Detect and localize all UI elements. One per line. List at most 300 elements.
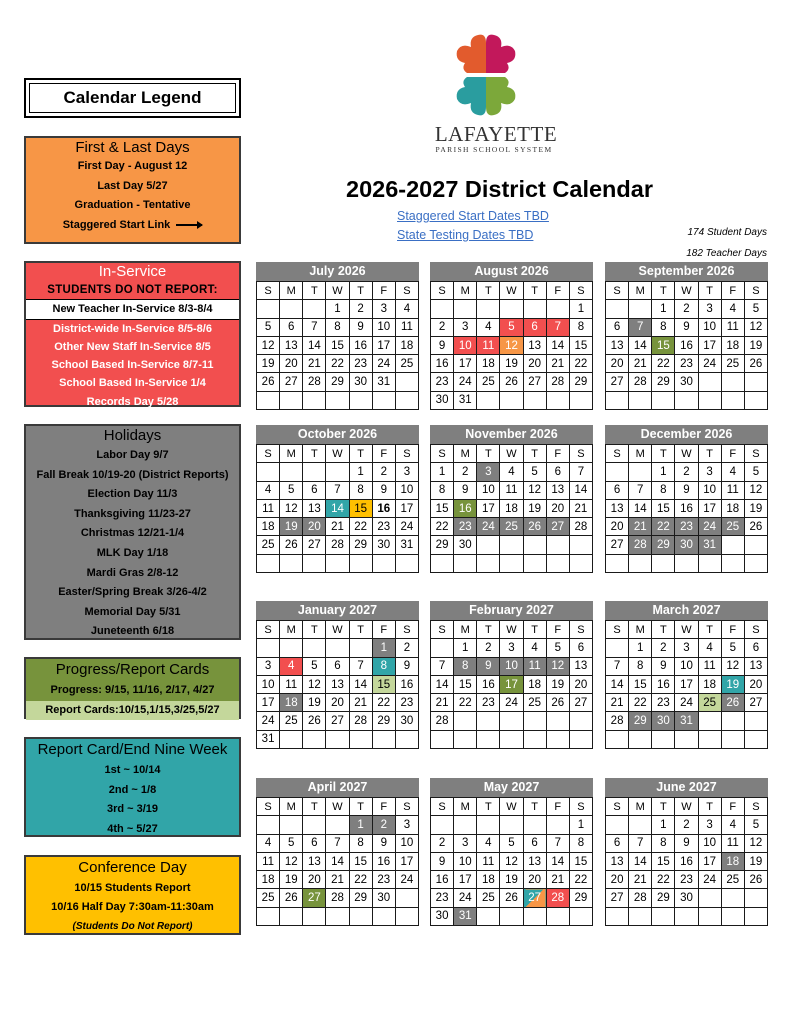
day-cell — [606, 730, 629, 748]
day-cell: 6 — [546, 463, 569, 481]
weekday-label: S — [395, 621, 418, 639]
day-cell — [303, 816, 326, 834]
day-cell: 15 — [652, 336, 675, 354]
day-cell: 4 — [257, 481, 280, 499]
day-cell: 1 — [372, 639, 395, 657]
day-cell: 13 — [303, 499, 326, 517]
day-cell: 30 — [675, 889, 698, 907]
day-cell: 18 — [257, 871, 280, 889]
day-cell: 29 — [431, 536, 454, 554]
weekday-label: S — [257, 621, 280, 639]
day-cell: 5 — [744, 300, 767, 318]
day-cell: 14 — [629, 336, 652, 354]
day-cell: 26 — [523, 518, 546, 536]
day-cell — [744, 907, 767, 925]
month-calendar — [256, 425, 419, 573]
day-cell — [257, 300, 280, 318]
month-calendar — [256, 262, 419, 410]
day-cell: 20 — [744, 675, 767, 693]
student-days-count: 174 Student Days — [687, 227, 767, 238]
day-cell: 25 — [721, 518, 744, 536]
weekday-label: F — [721, 445, 744, 463]
day-cell: 13 — [546, 481, 569, 499]
day-cell: 26 — [257, 373, 280, 391]
day-cell: 1 — [326, 300, 349, 318]
day-cell: 23 — [349, 355, 372, 373]
day-cell: 27 — [303, 889, 326, 907]
weekday-label: T — [523, 445, 546, 463]
day-cell: 9 — [372, 481, 395, 499]
day-cell: 11 — [280, 675, 303, 693]
day-cell: 22 — [454, 694, 477, 712]
day-cell: 30 — [372, 889, 395, 907]
day-cell — [698, 907, 721, 925]
weekday-label: M — [280, 621, 303, 639]
day-cell: 11 — [395, 318, 418, 336]
weekday-label: M — [454, 282, 477, 300]
day-cell — [454, 730, 477, 748]
day-cell — [675, 907, 698, 925]
day-cell: 26 — [500, 373, 523, 391]
day-cell — [431, 300, 454, 318]
weekday-label: S — [257, 798, 280, 816]
month-calendar — [256, 778, 419, 926]
legend-first-last-days — [24, 136, 241, 244]
weekday-label: S — [395, 798, 418, 816]
day-cell: 27 — [744, 694, 767, 712]
day-cell — [606, 816, 629, 834]
day-cell — [477, 391, 500, 409]
day-cell: 31 — [257, 730, 280, 748]
day-cell: 14 — [326, 499, 349, 517]
day-cell: 13 — [744, 657, 767, 675]
day-cell: 24 — [675, 694, 698, 712]
day-cell: 18 — [698, 675, 721, 693]
legend-in-service — [24, 261, 241, 407]
day-cell: 28 — [629, 536, 652, 554]
day-cell: 3 — [500, 639, 523, 657]
day-cell: 25 — [721, 355, 744, 373]
teacher-days-count: 182 Teacher Days — [686, 248, 767, 259]
page-title: 2026-2027 District Calendar — [346, 176, 653, 202]
day-cell: 13 — [606, 852, 629, 870]
weekday-label: S — [606, 798, 629, 816]
day-cell: 12 — [546, 657, 569, 675]
day-cell: 6 — [606, 834, 629, 852]
day-cell — [721, 554, 744, 572]
day-cell: 29 — [629, 712, 652, 730]
day-cell — [675, 391, 698, 409]
legend-line: Christmas 12/21-1/4 — [80, 527, 185, 540]
day-cell: 27 — [523, 889, 546, 907]
day-cell — [606, 300, 629, 318]
day-cell: 19 — [523, 499, 546, 517]
weekday-label: S — [257, 282, 280, 300]
day-cell: 30 — [454, 536, 477, 554]
day-cell — [606, 391, 629, 409]
day-cell: 23 — [431, 889, 454, 907]
day-cell — [395, 889, 418, 907]
day-cell: 1 — [652, 816, 675, 834]
day-cell: 2 — [372, 463, 395, 481]
day-cell — [523, 536, 546, 554]
day-cell: 31 — [454, 391, 477, 409]
day-cell: 2 — [431, 318, 454, 336]
day-cell: 15 — [326, 336, 349, 354]
weekday-label: T — [477, 621, 500, 639]
day-cell: 6 — [606, 481, 629, 499]
day-cell — [744, 554, 767, 572]
day-cell: 20 — [303, 871, 326, 889]
day-cell — [280, 554, 303, 572]
weekday-label: M — [454, 445, 477, 463]
day-cell: 26 — [721, 694, 744, 712]
day-cell: 20 — [546, 499, 569, 517]
day-cell — [477, 300, 500, 318]
month-calendar — [605, 425, 768, 573]
day-cell: 13 — [523, 852, 546, 870]
legend-line: School Based In-Service 8/7-11 — [51, 359, 214, 372]
day-cell: 4 — [721, 463, 744, 481]
day-cell — [280, 816, 303, 834]
day-cell: 5 — [546, 639, 569, 657]
legend-line: Progress: 9/15, 11/16, 2/17, 4/27 — [50, 684, 215, 696]
day-cell: 14 — [349, 675, 372, 693]
day-cell: 7 — [326, 481, 349, 499]
day-cell: 12 — [280, 852, 303, 870]
day-cell: 6 — [326, 657, 349, 675]
day-cell: 8 — [349, 481, 372, 499]
weekday-label: F — [372, 445, 395, 463]
day-cell: 16 — [675, 499, 698, 517]
weekday-label: S — [606, 282, 629, 300]
calendar-legend-title: Calendar Legend — [24, 78, 241, 118]
day-cell: 19 — [721, 675, 744, 693]
day-cell: 7 — [431, 657, 454, 675]
day-cell: 19 — [744, 499, 767, 517]
day-cell: 8 — [652, 318, 675, 336]
day-cell: 30 — [652, 712, 675, 730]
day-cell: 23 — [675, 355, 698, 373]
day-cell: 17 — [500, 675, 523, 693]
day-cell: 22 — [349, 871, 372, 889]
weekday-label: S — [431, 798, 454, 816]
month-calendar — [430, 778, 593, 926]
day-cell: 2 — [431, 834, 454, 852]
day-cell — [721, 373, 744, 391]
day-cell — [477, 712, 500, 730]
day-cell: 24 — [372, 355, 395, 373]
day-cell — [454, 300, 477, 318]
day-cell: 1 — [652, 300, 675, 318]
day-cell: 29 — [569, 889, 592, 907]
day-cell — [500, 712, 523, 730]
day-cell: 25 — [721, 871, 744, 889]
day-cell: 21 — [431, 694, 454, 712]
day-cell — [606, 463, 629, 481]
day-cell: 18 — [500, 499, 523, 517]
day-cell: 31 — [675, 712, 698, 730]
day-cell: 6 — [606, 318, 629, 336]
weekday-label: M — [629, 445, 652, 463]
day-cell: 25 — [698, 694, 721, 712]
day-cell: 18 — [523, 675, 546, 693]
month-header: August 2026 — [430, 262, 593, 281]
day-cell: 26 — [500, 889, 523, 907]
weekday-label: M — [280, 282, 303, 300]
legend-line: Fall Break 10/19-20 (District Reports) — [36, 468, 229, 481]
day-cell: 2 — [395, 639, 418, 657]
day-cell: 3 — [395, 816, 418, 834]
quatrefoil-logo-icon — [447, 33, 525, 117]
day-cell: 20 — [303, 518, 326, 536]
legend-heading: Conference Day — [78, 859, 187, 876]
day-cell: 15 — [652, 499, 675, 517]
day-cell: 28 — [629, 889, 652, 907]
day-cell — [326, 554, 349, 572]
weekday-label: S — [744, 798, 767, 816]
weekday-label: T — [698, 445, 721, 463]
day-cell — [546, 730, 569, 748]
day-cell — [257, 639, 280, 657]
day-cell: 31 — [395, 536, 418, 554]
day-cell: 22 — [431, 518, 454, 536]
day-cell: 18 — [395, 336, 418, 354]
legend-heading: Report Card/End Nine Week — [37, 741, 228, 758]
legend-line: Last Day 5/27 — [97, 179, 168, 192]
day-cell — [606, 554, 629, 572]
day-cell: 7 — [326, 834, 349, 852]
legend-report-card-end-nine-week — [24, 737, 241, 837]
day-cell — [606, 639, 629, 657]
month-header: September 2026 — [605, 262, 768, 281]
day-cell — [303, 639, 326, 657]
day-cell: 8 — [372, 657, 395, 675]
legend-line: Easter/Spring Break 3/26-4/2 — [58, 586, 207, 599]
day-cell: 8 — [349, 834, 372, 852]
day-cell: 20 — [280, 355, 303, 373]
day-cell — [477, 554, 500, 572]
day-cell: 27 — [546, 518, 569, 536]
day-cell: 27 — [569, 694, 592, 712]
day-cell: 11 — [477, 336, 500, 354]
legend-line: First Day - August 12 — [77, 160, 188, 172]
state-testing-dates-link[interactable]: State Testing Dates TBD — [397, 228, 534, 242]
weekday-label: W — [500, 621, 523, 639]
month-calendar — [430, 601, 593, 749]
day-cell — [372, 907, 395, 925]
weekday-label: T — [523, 798, 546, 816]
day-cell: 14 — [546, 852, 569, 870]
day-cell: 21 — [349, 694, 372, 712]
month-header: June 2027 — [605, 778, 768, 797]
weekday-label: F — [546, 282, 569, 300]
weekday-label: M — [629, 282, 652, 300]
day-cell — [629, 554, 652, 572]
weekday-label: S — [257, 445, 280, 463]
day-cell: 8 — [569, 834, 592, 852]
day-cell: 21 — [629, 518, 652, 536]
day-cell: 15 — [454, 675, 477, 693]
day-cell: 18 — [477, 871, 500, 889]
weekday-label: T — [349, 445, 372, 463]
day-cell — [395, 373, 418, 391]
day-cell — [395, 907, 418, 925]
legend-line: New Teacher In-Service 8/3-8/4 — [26, 299, 239, 319]
day-cell: 20 — [569, 675, 592, 693]
day-cell: 28 — [431, 712, 454, 730]
day-cell: 7 — [546, 318, 569, 336]
day-cell — [546, 712, 569, 730]
day-cell: 2 — [675, 300, 698, 318]
day-cell — [652, 730, 675, 748]
day-cell — [698, 730, 721, 748]
day-cell — [326, 730, 349, 748]
day-cell: 23 — [395, 694, 418, 712]
day-cell: 28 — [569, 518, 592, 536]
day-cell: 10 — [477, 481, 500, 499]
day-cell — [395, 730, 418, 748]
day-cell — [546, 907, 569, 925]
day-cell: 9 — [349, 318, 372, 336]
day-cell: 9 — [477, 657, 500, 675]
day-cell: 17 — [372, 336, 395, 354]
day-cell: 5 — [523, 463, 546, 481]
day-cell: 19 — [500, 871, 523, 889]
day-cell: 23 — [431, 373, 454, 391]
day-cell: 20 — [326, 694, 349, 712]
day-cell: 17 — [698, 336, 721, 354]
day-cell: 18 — [721, 499, 744, 517]
day-cell: 21 — [303, 355, 326, 373]
day-cell: 20 — [606, 518, 629, 536]
day-cell: 7 — [606, 657, 629, 675]
day-cell — [698, 554, 721, 572]
day-cell: 3 — [698, 816, 721, 834]
day-cell: 24 — [698, 871, 721, 889]
day-cell: 2 — [372, 816, 395, 834]
day-cell: 10 — [257, 675, 280, 693]
weekday-label: W — [675, 445, 698, 463]
day-cell: 5 — [280, 481, 303, 499]
day-cell: 30 — [372, 536, 395, 554]
day-cell — [372, 554, 395, 572]
day-cell — [569, 536, 592, 554]
day-cell: 12 — [303, 675, 326, 693]
day-cell: 23 — [675, 518, 698, 536]
day-cell: 4 — [280, 657, 303, 675]
weekday-label: F — [546, 798, 569, 816]
day-cell: 3 — [675, 639, 698, 657]
day-cell: 12 — [744, 318, 767, 336]
day-cell: 11 — [721, 834, 744, 852]
weekday-label: S — [431, 621, 454, 639]
day-cell: 2 — [675, 463, 698, 481]
day-cell: 27 — [606, 536, 629, 554]
staggered-start-dates-link[interactable]: Staggered Start Dates TBD — [397, 209, 549, 223]
day-cell: 19 — [303, 694, 326, 712]
day-cell: 14 — [326, 852, 349, 870]
day-cell: 16 — [372, 852, 395, 870]
day-cell: 18 — [280, 694, 303, 712]
day-cell: 4 — [477, 834, 500, 852]
day-cell: 29 — [349, 889, 372, 907]
staggered-start-link[interactable]: Staggered Start Link — [26, 216, 239, 236]
day-cell: 23 — [454, 518, 477, 536]
day-cell — [629, 391, 652, 409]
day-cell: 20 — [523, 871, 546, 889]
weekday-label: T — [523, 282, 546, 300]
weekday-label: S — [744, 445, 767, 463]
day-cell: 5 — [744, 463, 767, 481]
day-cell: 1 — [349, 816, 372, 834]
month-header: November 2026 — [430, 425, 593, 444]
day-cell — [477, 907, 500, 925]
day-cell: 27 — [606, 889, 629, 907]
day-cell — [257, 554, 280, 572]
day-cell: 1 — [569, 816, 592, 834]
brand-name: LAFAYETTE — [434, 122, 558, 146]
day-cell: 12 — [500, 852, 523, 870]
day-cell: 21 — [326, 518, 349, 536]
month-calendar — [605, 778, 768, 926]
weekday-label: S — [606, 445, 629, 463]
day-cell: 17 — [477, 499, 500, 517]
day-cell: 25 — [500, 518, 523, 536]
day-cell: 18 — [477, 355, 500, 373]
legend-holidays — [24, 424, 241, 640]
weekday-label: T — [698, 282, 721, 300]
day-cell — [546, 391, 569, 409]
month-header: December 2026 — [605, 425, 768, 444]
day-cell — [500, 907, 523, 925]
weekday-label: T — [652, 621, 675, 639]
day-cell: 7 — [349, 657, 372, 675]
day-cell — [744, 712, 767, 730]
month-header: April 2027 — [256, 778, 419, 797]
legend-line: STUDENTS DO NOT REPORT: — [47, 284, 218, 296]
day-cell: 28 — [546, 889, 569, 907]
day-cell — [326, 816, 349, 834]
day-cell: 2 — [349, 300, 372, 318]
day-cell — [629, 300, 652, 318]
day-cell: 2 — [477, 639, 500, 657]
day-cell: 7 — [546, 834, 569, 852]
day-cell: 29 — [372, 712, 395, 730]
day-cell — [546, 816, 569, 834]
legend-line: MLK Day 1/18 — [96, 546, 169, 559]
day-cell: 24 — [477, 518, 500, 536]
day-cell: 12 — [257, 336, 280, 354]
day-cell: 30 — [675, 536, 698, 554]
day-cell — [523, 712, 546, 730]
day-cell: 17 — [698, 852, 721, 870]
day-cell — [349, 391, 372, 409]
day-cell — [500, 300, 523, 318]
day-cell — [500, 816, 523, 834]
day-cell: 9 — [431, 852, 454, 870]
weekday-label: T — [477, 798, 500, 816]
legend-line: Records Day 5/28 — [86, 395, 179, 408]
day-cell: 16 — [652, 675, 675, 693]
weekday-label: T — [652, 445, 675, 463]
weekday-label: S — [431, 445, 454, 463]
day-cell — [395, 391, 418, 409]
day-cell: 27 — [523, 373, 546, 391]
day-cell: 14 — [546, 336, 569, 354]
arrow-right-icon — [176, 224, 202, 226]
day-cell — [652, 554, 675, 572]
